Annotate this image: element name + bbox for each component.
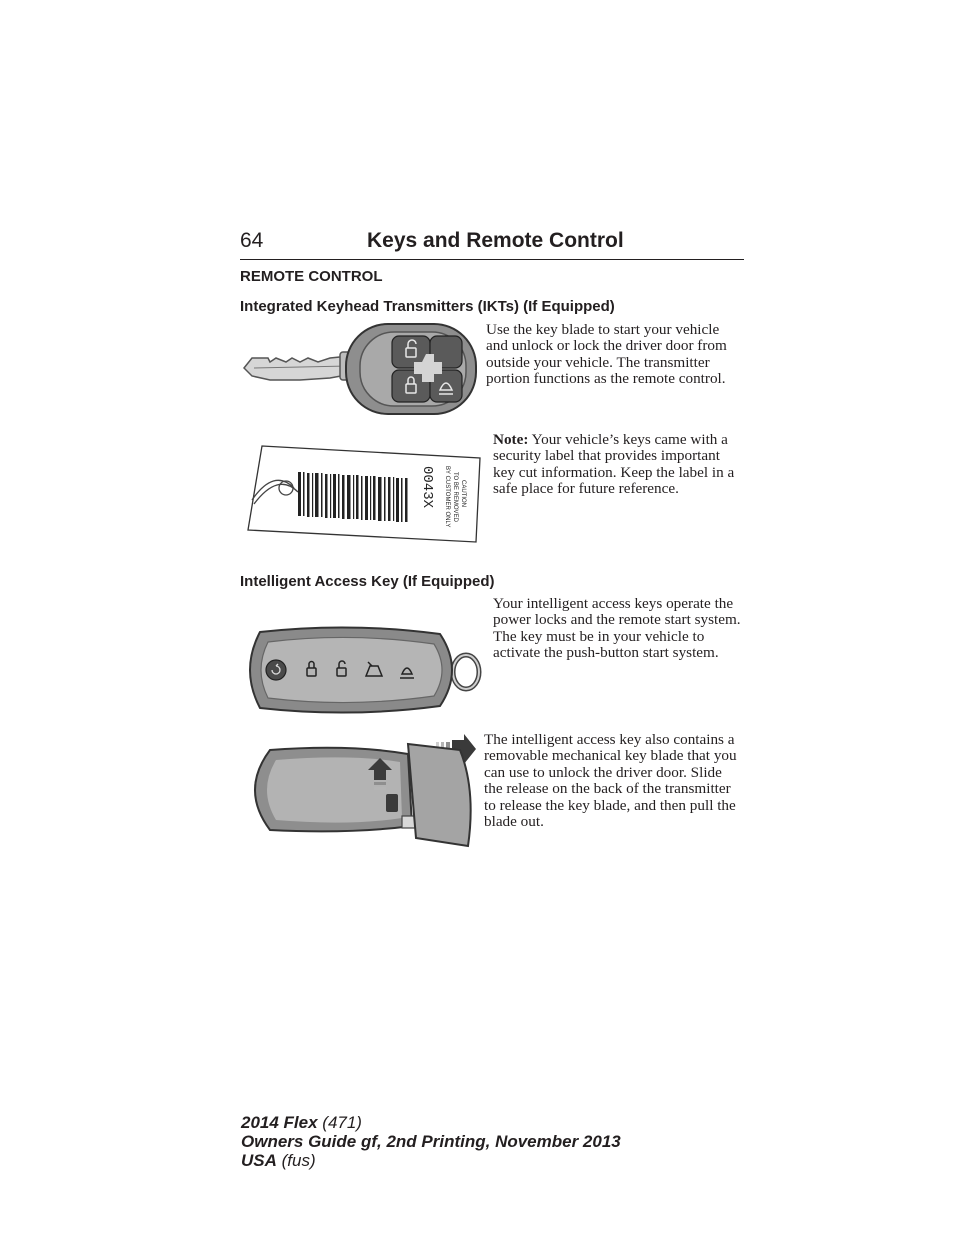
security-code: 0043X: [419, 466, 435, 509]
footer-line-1: 2014 Flex (471): [241, 1113, 362, 1132]
iak-heading: Intelligent Access Key (If Equipped): [240, 573, 495, 590]
section-title: REMOTE CONTROL: [240, 268, 383, 285]
ikt-heading: Integrated Keyhead Transmitters (IKTs) (If Equipped): [240, 298, 615, 315]
footer-line-3: USA (fus): [241, 1151, 316, 1170]
iak-fob-illustration: [240, 622, 482, 716]
ikt-note: [493, 432, 743, 498]
caution-line-2: TO BE REMOVED: [452, 472, 458, 522]
note-text: Your vehicle’s keys came with a security label that provides important key cut information. Keep the label in a safe place for future reference.: [493, 431, 735, 498]
iak-paragraph-2: The intelligent access key also contains a removable mechanical key blade that you can use to unlock the driver door. Slide the release on the back of the transmitter to release the key blade, and then pull the blade out.: [484, 731, 737, 831]
iak-blade-illustration: [240, 730, 480, 852]
ikt-key-illustration: [240, 318, 480, 418]
page-number: 64: [240, 229, 264, 252]
caution-line-1: CAUTION: [460, 480, 466, 507]
caution-line-3: BY CUSTOMER ONLY: [444, 466, 450, 528]
iak-paragraph-1: Your intelligent access keys operate the power locks and the remote start system. The key must be in your vehicle to activate the push-button start system.: [493, 595, 741, 662]
footer-line-2: Owners Guide gf, 2nd Printing, November 2013: [241, 1132, 621, 1151]
security-label-illustration: [244, 438, 484, 546]
ikt-paragraph: Use the key blade to start your vehicle and unlock or lock the driver door from outside your vehicle. The transmitter portion functions as the remote control.: [486, 321, 727, 388]
header-rule: [240, 259, 744, 260]
note-label: Note:: [493, 431, 529, 448]
chapter-title: Keys and Remote Control: [367, 229, 624, 252]
